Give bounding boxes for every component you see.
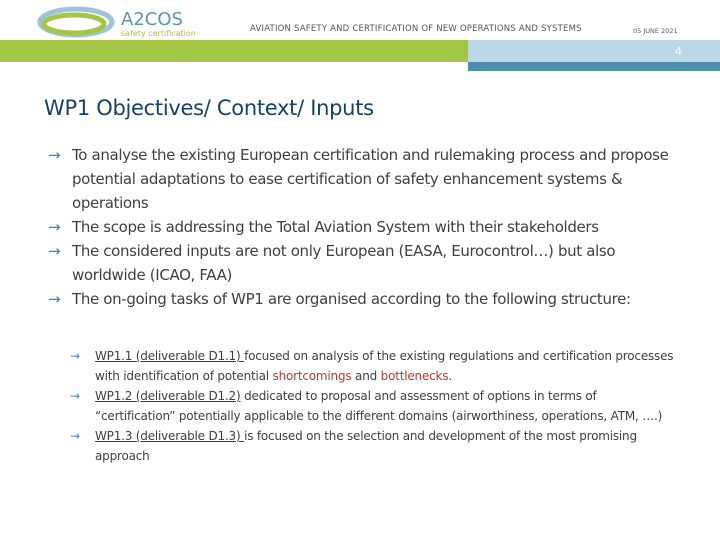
slide-header (0, 0, 720, 40)
sub-bullet-item (70, 386, 680, 426)
sub-bullet-item (70, 426, 680, 466)
bullet-item (48, 143, 688, 215)
header-strip-dark (468, 62, 720, 71)
bottlenecks-highlight: bottlenecks (380, 369, 449, 383)
bullet-text: The scope is addressing the Total Aviation System with their stakeholders (72, 218, 599, 236)
arrow-right-icon: → (70, 429, 80, 443)
sub-bullet-item (70, 346, 680, 386)
sub-bullet-text: and (351, 369, 381, 383)
sub-bullet-text: is focused on the selection and development of the most promising approach (95, 429, 637, 463)
wp1-3-link[interactable]: WP1.3 (deliverable D1.3) (95, 429, 245, 443)
header-date: 05 JUNE 2021 (633, 27, 678, 35)
bullet-text: To analyse the existing European certification and rulemaking process and propose potential adaptations to ease certification of safety enhancement systems & operations (72, 146, 669, 212)
bullet-item (48, 239, 688, 287)
arrow-right-icon: → (48, 290, 61, 308)
logo-subtext: safety certification (121, 29, 196, 38)
arrow-right-icon: → (48, 218, 61, 236)
slide-title: WP1 Objectives/ Context/ Inputs (44, 96, 374, 120)
sub-bullet-text: dedicated to proposal and assessment of options in terms of “certification” potentially applicable to the different domains (airworthiness, operations, ATM, ….) (95, 389, 663, 423)
sub-bullet-list (70, 346, 680, 466)
header-title: AVIATION SAFETY AND CERTIFICATION OF NEW OPERATIONS AND SYSTEMS (250, 24, 582, 34)
arrow-right-icon: → (70, 349, 80, 363)
a2cos-logo (36, 6, 216, 40)
bullet-text: The considered inputs are not only European (EASA, Eurocontrol…) but also worldwide (ICAO, FAA) (72, 242, 616, 284)
header-band-green (0, 40, 468, 62)
sub-bullet-text: focused on analysis of the existing regulations and certification processes with identification of potential (95, 349, 674, 383)
arrow-right-icon: → (70, 389, 80, 403)
bullet-item (48, 287, 688, 311)
bullet-list (48, 143, 688, 311)
logo-text: A2COS (121, 9, 183, 30)
arrow-right-icon: → (48, 242, 61, 260)
header-band-blue (468, 40, 720, 62)
wp1-1-link[interactable]: WP1.1 (deliverable D1.1) (95, 349, 245, 363)
shortcomings-highlight: shortcomings (272, 369, 352, 383)
wp1-2-link[interactable]: WP1.2 (deliverable D1.2) (95, 389, 241, 403)
sub-bullet-text: . (448, 369, 452, 383)
bullet-text: The on-going tasks of WP1 are organised according to the following structure: (72, 290, 631, 308)
page-number: 4 (675, 45, 682, 58)
arrow-right-icon: → (48, 146, 61, 164)
bullet-item (48, 215, 688, 239)
